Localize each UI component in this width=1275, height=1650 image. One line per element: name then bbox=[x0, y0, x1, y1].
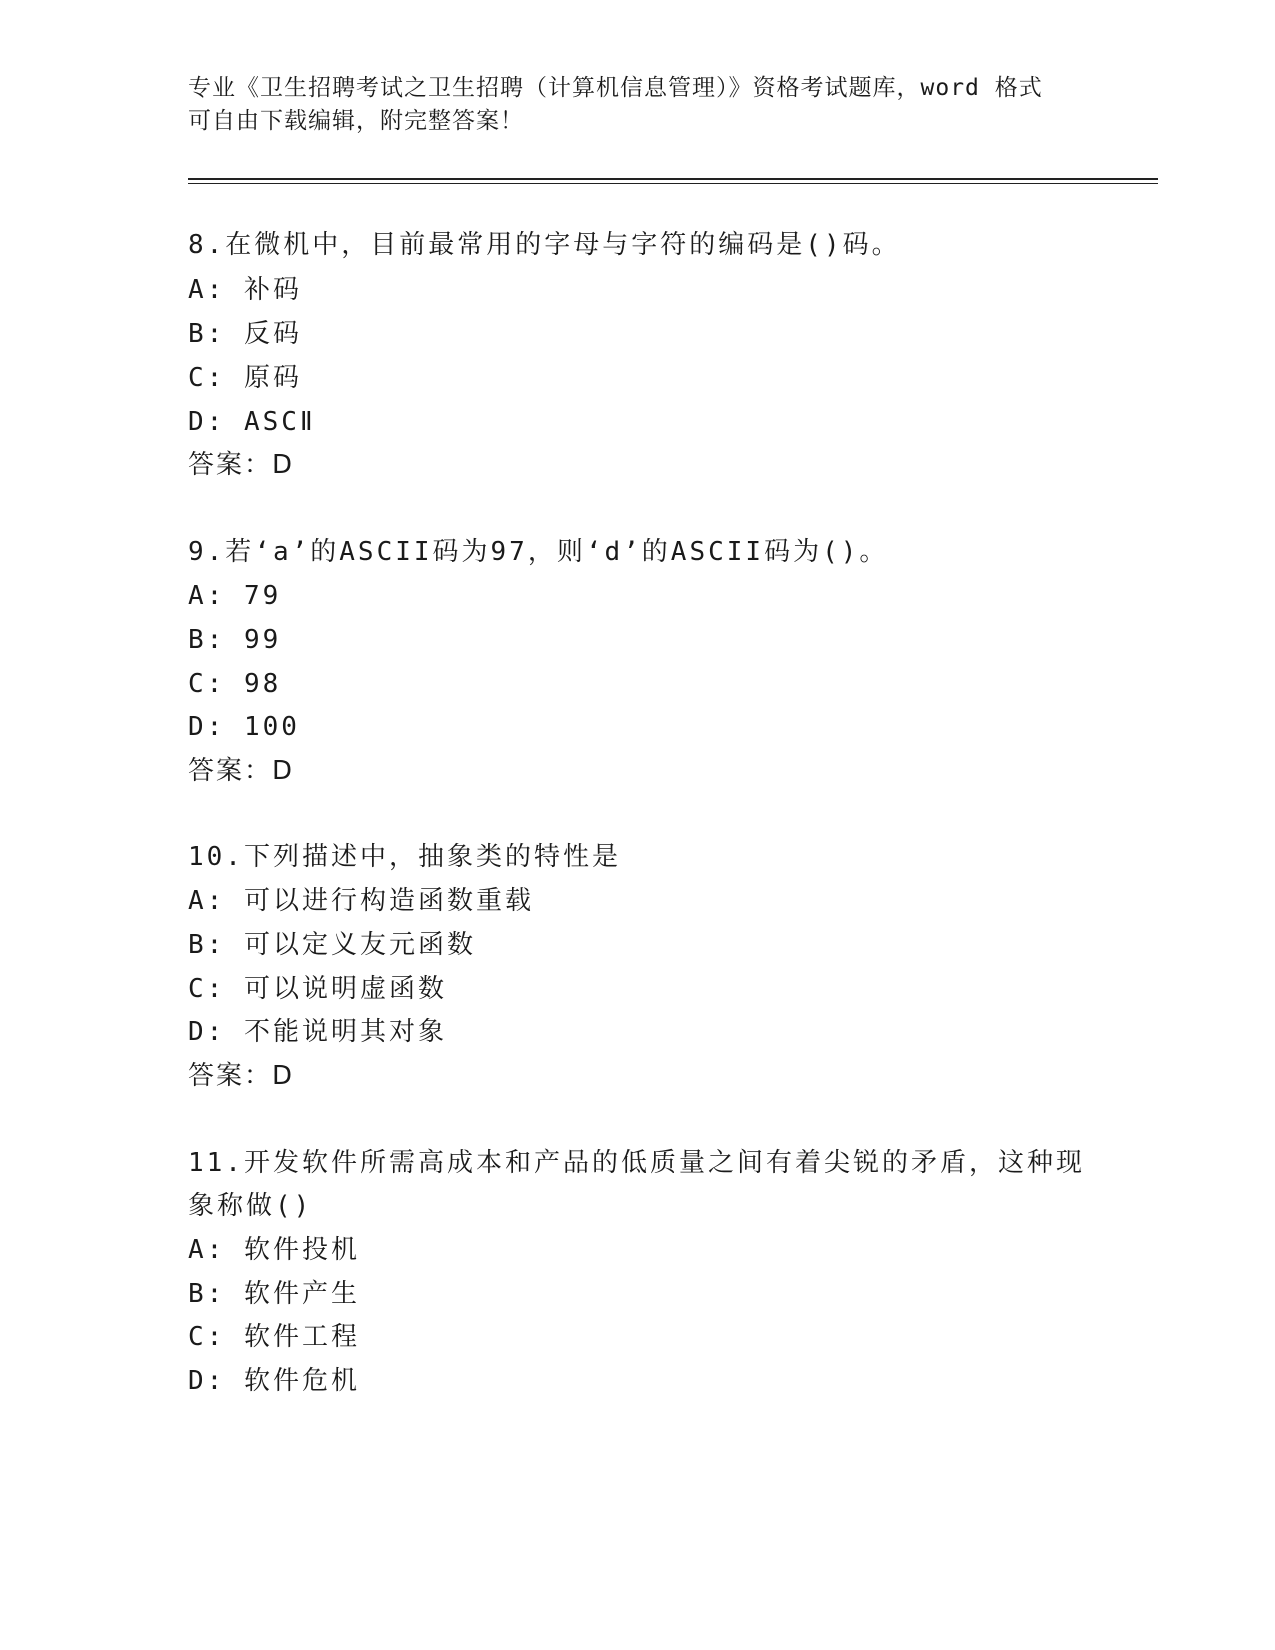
question-11-option-b: B: 软件产生 bbox=[188, 1279, 360, 1309]
question-10-option-d: D: 不能说明其对象 bbox=[188, 1017, 447, 1047]
question-8-option-c: C: 原码 bbox=[188, 363, 302, 393]
question-9-option-b: B: 99 bbox=[188, 625, 282, 655]
header-divider-thick bbox=[188, 178, 1158, 180]
question-9-option-c: C: 98 bbox=[188, 669, 282, 699]
question-11-option-a: A: 软件投机 bbox=[188, 1235, 360, 1265]
document-header bbox=[188, 72, 1088, 138]
question-11-stem-line-1: 11.开发软件所需高成本和产品的低质量之间有着尖锐的矛盾，这种现 bbox=[188, 1148, 1085, 1178]
question-10-option-a: A: 可以进行构造函数重载 bbox=[188, 886, 534, 916]
question-9-answer: 答案：D bbox=[188, 756, 295, 786]
question-8-stem: 8.在微机中，目前最常用的字母与字符的编码是()码。 bbox=[188, 230, 901, 260]
question-11-option-c: C: 软件工程 bbox=[188, 1322, 360, 1352]
question-10-answer: 答案：D bbox=[188, 1061, 295, 1091]
question-11-stem-line-2: 象称做() bbox=[188, 1191, 313, 1221]
question-9-option-a: A: 79 bbox=[188, 581, 282, 611]
question-10-option-b: B: 可以定义友元函数 bbox=[188, 930, 476, 960]
question-8-option-a: A: 补码 bbox=[188, 275, 302, 305]
header-line-2: 可自由下载编辑，附完整答案！ bbox=[188, 108, 524, 134]
question-11-option-d: D: 软件危机 bbox=[188, 1366, 360, 1396]
header-divider-thin bbox=[188, 183, 1158, 184]
question-9-stem: 9.若‘a’的ASCII码为97，则‘d’的ASCII码为()。 bbox=[188, 537, 889, 567]
question-9-option-d: D: 100 bbox=[188, 712, 300, 742]
question-10-stem: 10.下列描述中，抽象类的特性是 bbox=[188, 842, 621, 872]
question-10-option-c: C: 可以说明虚函数 bbox=[188, 974, 447, 1004]
question-8-answer: 答案：D bbox=[188, 450, 295, 480]
question-8-option-b: B: 反码 bbox=[188, 319, 302, 349]
question-8-option-d: D: ASCⅡ bbox=[188, 407, 316, 437]
header-line-1: 专业《卫生招聘考试之卫生招聘（计算机信息管理）》资格考试题库，word 格式 bbox=[188, 75, 1043, 101]
